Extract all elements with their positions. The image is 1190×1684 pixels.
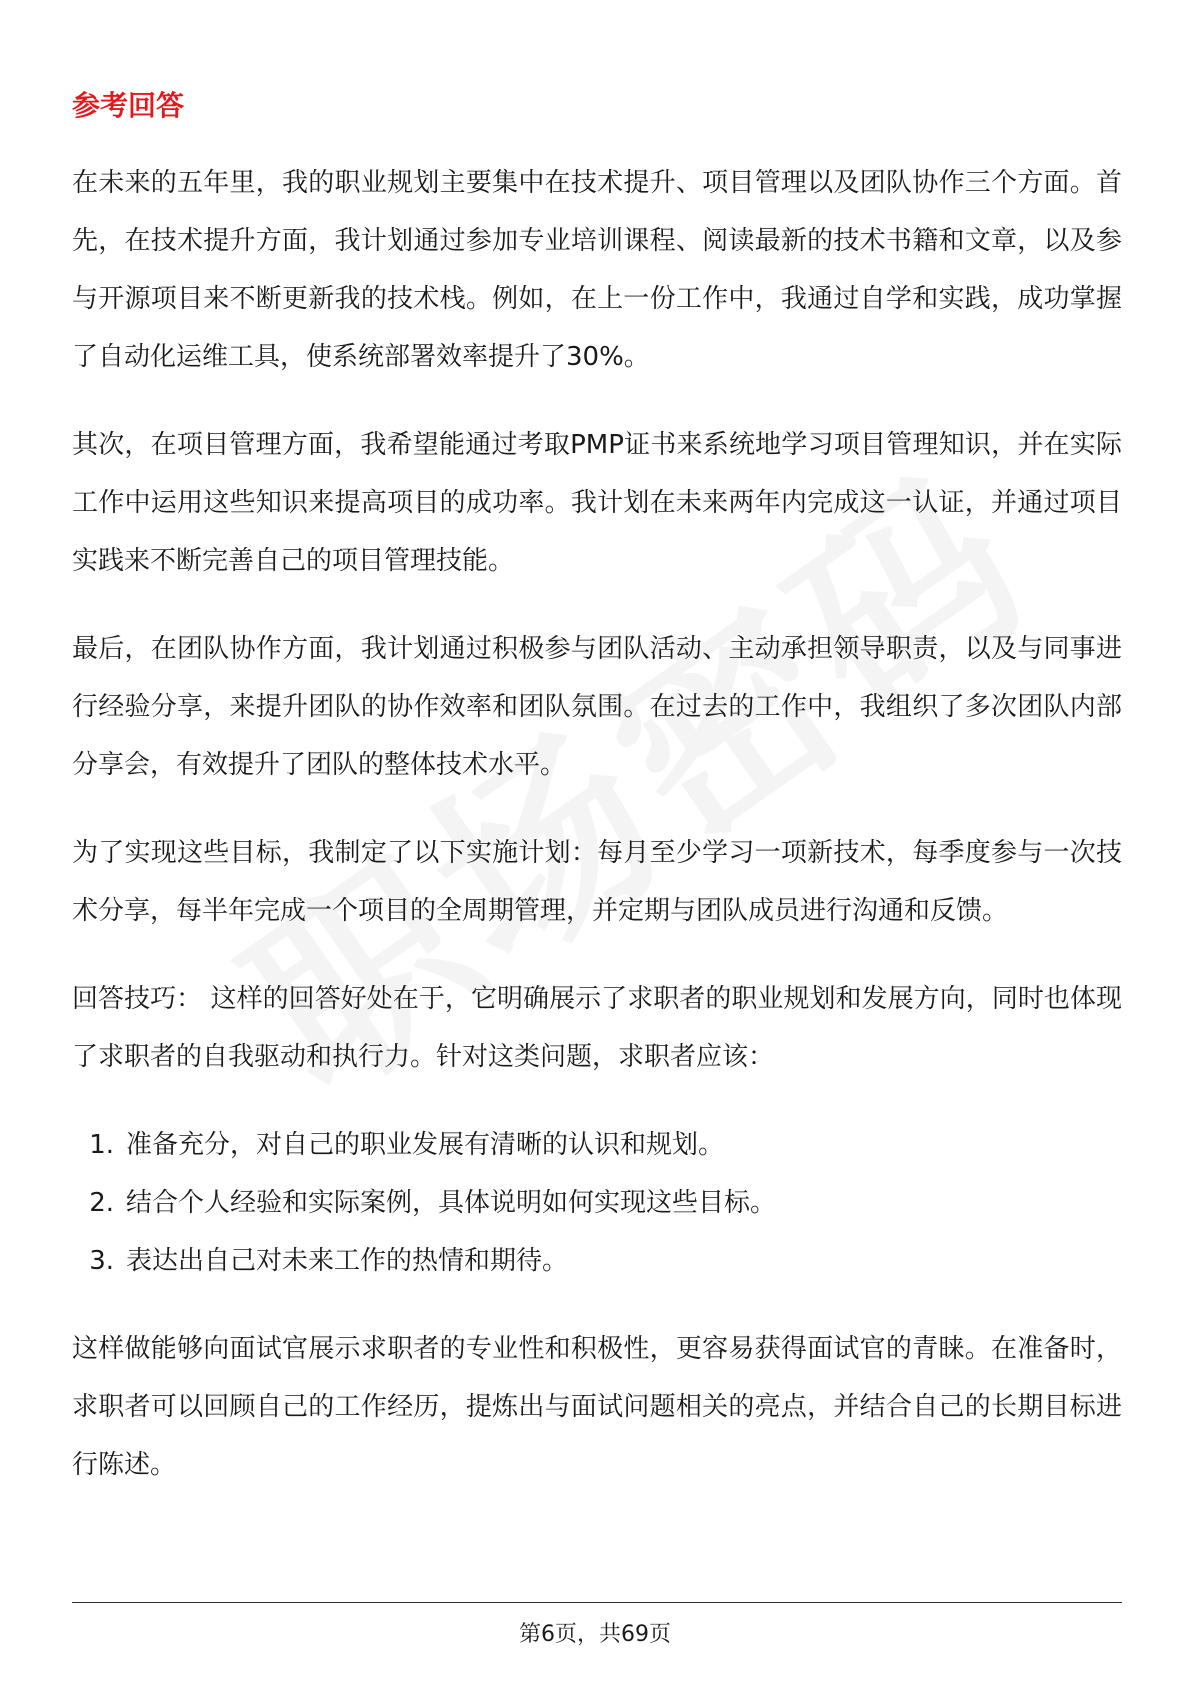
closing-paragraph: 这样做能够向面试官展示求职者的专业性和积极性，更容易获得面试官的青睐。在准备时，求职者可以回顾自己的工作经历，提炼出与面试问题相关的亮点，并结合自己的长期目标进行陈述。	[72, 1334, 1122, 1480]
list-number: 1.	[89, 1130, 114, 1160]
list-text: 准备充分，对自己的职业发展有清晰的认识和规划。	[126, 1130, 725, 1160]
paragraph-1: 在未来的五年里，我的职业规划主要集中在技术提升、项目管理以及团队协作三个方面。首先，在技术提升方面，我计划通过参加专业培训课程、阅读最新的技术书籍和文章，以及参与开源项目来不断更新我的技术栈。例如，在上一份工作中，我通过自学和实践，成功掌握了自动化运维工具，使系统部署效率提升了30%。	[72, 168, 1122, 372]
list-text: 结合个人经验和实际案例，具体说明如何实现这些目标。	[126, 1188, 777, 1218]
list-text: 表达出自己对未来工作的热情和期待。	[126, 1246, 569, 1276]
page-number: 第6页，共69页	[519, 1622, 671, 1647]
list-item	[72, 1232, 1122, 1290]
section-heading: 参考回答	[72, 89, 185, 122]
footer-divider	[72, 1602, 1122, 1603]
paragraph-4: 为了实现这些目标，我制定了以下实施计划：每月至少学习一项新技术，每季度参与一次技术分享，每半年完成一个项目的全周期管理，并定期与团队成员进行沟通和反馈。	[72, 838, 1122, 926]
document-body	[72, 86, 1122, 1524]
list-item	[72, 1174, 1122, 1232]
paragraph-3: 最后，在团队协作方面，我计划通过积极参与团队活动、主动承担领导职责，以及与同事进行经验分享，来提升团队的协作效率和团队氛围。在过去的工作中，我组织了多次团队内部分享会，有效提升了团队的整体技术水平。	[72, 634, 1122, 780]
list-number: 2.	[89, 1188, 114, 1218]
tips-list	[72, 1116, 1122, 1290]
list-item	[72, 1116, 1122, 1174]
tips-paragraph: 回答技巧： 这样的回答好处在于，它明确展示了求职者的职业规划和发展方向，同时也体现了求职者的自我驱动和执行力。针对这类问题，求职者应该：	[72, 984, 1122, 1072]
paragraph-2: 其次，在项目管理方面，我希望能通过考取PMP证书来系统地学习项目管理知识，并在实际工作中运用这些知识来提高项目的成功率。我计划在未来两年内完成这一认证，并通过项目实践来不断完善自己的项目管理技能。	[72, 430, 1122, 576]
list-number: 3.	[89, 1246, 114, 1276]
